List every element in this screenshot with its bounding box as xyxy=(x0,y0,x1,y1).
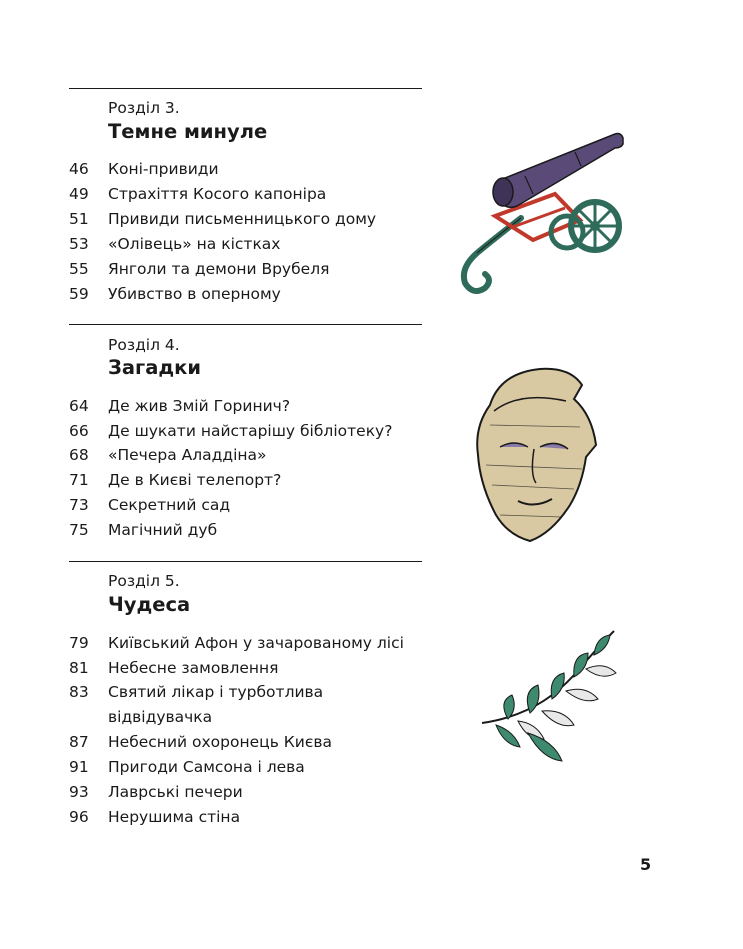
toc-entry-title: відвідувачка xyxy=(108,708,213,726)
toc-page-number: 46 xyxy=(69,160,89,178)
toc-entry[interactable] xyxy=(69,518,429,543)
toc-page-number: 96 xyxy=(69,808,89,826)
toc-entry-title: «Олівець» на кістках xyxy=(108,235,281,253)
toc-entry[interactable] xyxy=(69,730,429,755)
toc-page-number: 49 xyxy=(69,185,89,203)
toc-page-number: 51 xyxy=(69,210,89,228)
stone-mask-illustration xyxy=(470,365,600,545)
toc-page-number: 93 xyxy=(69,783,89,801)
toc-entry-title: Нерушима стіна xyxy=(108,808,241,826)
toc-entry[interactable] xyxy=(69,656,429,681)
toc-entry-continuation[interactable] xyxy=(69,705,429,730)
toc-entry-title: Святий лікар і турботлива xyxy=(108,683,324,701)
toc-entry[interactable] xyxy=(69,419,429,444)
section-label: Розділ 3. xyxy=(108,99,180,117)
toc-entry[interactable] xyxy=(69,680,429,705)
section-divider xyxy=(69,561,422,562)
toc-entry[interactable] xyxy=(69,157,429,182)
toc-page-number: 83 xyxy=(69,683,89,701)
toc-entry[interactable] xyxy=(69,207,429,232)
toc-entry[interactable] xyxy=(69,282,429,307)
toc-page-number: 75 xyxy=(69,521,89,539)
toc-page-number: 87 xyxy=(69,733,89,751)
section-divider xyxy=(69,88,422,89)
section-title: Загадки xyxy=(108,356,202,379)
toc-page-number: 79 xyxy=(69,634,89,652)
toc-entry-title: Небесне замовлення xyxy=(108,659,279,677)
toc-page-number: 66 xyxy=(69,422,89,440)
toc-page-number: 81 xyxy=(69,659,89,677)
toc-entry-title: «Печера Аладдіна» xyxy=(108,446,267,464)
toc-entry-title: Страхіття Косого капоніра xyxy=(108,185,327,203)
section-label: Розділ 5. xyxy=(108,572,180,590)
toc-entry-title: Де жив Змій Горинич? xyxy=(108,397,291,415)
olive-branch-illustration xyxy=(478,625,623,775)
toc-page-number: 71 xyxy=(69,471,89,489)
toc-entry-title: Янголи та демони Врубеля xyxy=(108,260,330,278)
toc-entry-title: Лаврські печери xyxy=(108,783,243,801)
toc-page-number: 73 xyxy=(69,496,89,514)
toc-entry-title: Секретний сад xyxy=(108,496,231,514)
toc-entry-title: Убивство в оперному xyxy=(108,285,281,303)
toc-page-number: 91 xyxy=(69,758,89,776)
toc-entry[interactable] xyxy=(69,182,429,207)
toc-entry[interactable] xyxy=(69,257,429,282)
toc-entry[interactable] xyxy=(69,780,429,805)
section-divider xyxy=(69,324,422,325)
toc-entry-title: Коні-привиди xyxy=(108,160,219,178)
toc-page-number: 64 xyxy=(69,397,89,415)
toc-entry-title: Київський Афон у зачарованому лісі xyxy=(108,634,404,652)
toc-entry-title: Пригоди Самсона і лева xyxy=(108,758,305,776)
toc-entry[interactable] xyxy=(69,232,429,257)
toc-entry[interactable] xyxy=(69,631,429,656)
toc-entry-title: Привиди письменницького дому xyxy=(108,210,377,228)
section-label: Розділ 4. xyxy=(108,336,180,354)
toc-entry-title: Магічний дуб xyxy=(108,521,218,539)
toc-entry-title: Небесний охоронець Києва xyxy=(108,733,332,751)
toc-entry-title: Де шукати найстарішу бібліотеку? xyxy=(108,422,393,440)
section-title: Темне минуле xyxy=(108,120,268,143)
toc-entry[interactable] xyxy=(69,394,429,419)
section-title: Чудеса xyxy=(108,593,191,616)
toc-entry[interactable] xyxy=(69,468,429,493)
toc-page-number: 68 xyxy=(69,446,89,464)
toc-entry-title: Де в Києві телепорт? xyxy=(108,471,282,489)
toc-page-number: 59 xyxy=(69,285,89,303)
page-number: 5 xyxy=(640,855,652,874)
toc-entry[interactable] xyxy=(69,805,429,830)
toc-entry[interactable] xyxy=(69,493,429,518)
toc-page-number: 53 xyxy=(69,235,89,253)
toc-entry[interactable] xyxy=(69,755,429,780)
toc-entry[interactable] xyxy=(69,443,429,468)
cannon-illustration xyxy=(455,128,625,296)
toc-page-number: 55 xyxy=(69,260,89,278)
